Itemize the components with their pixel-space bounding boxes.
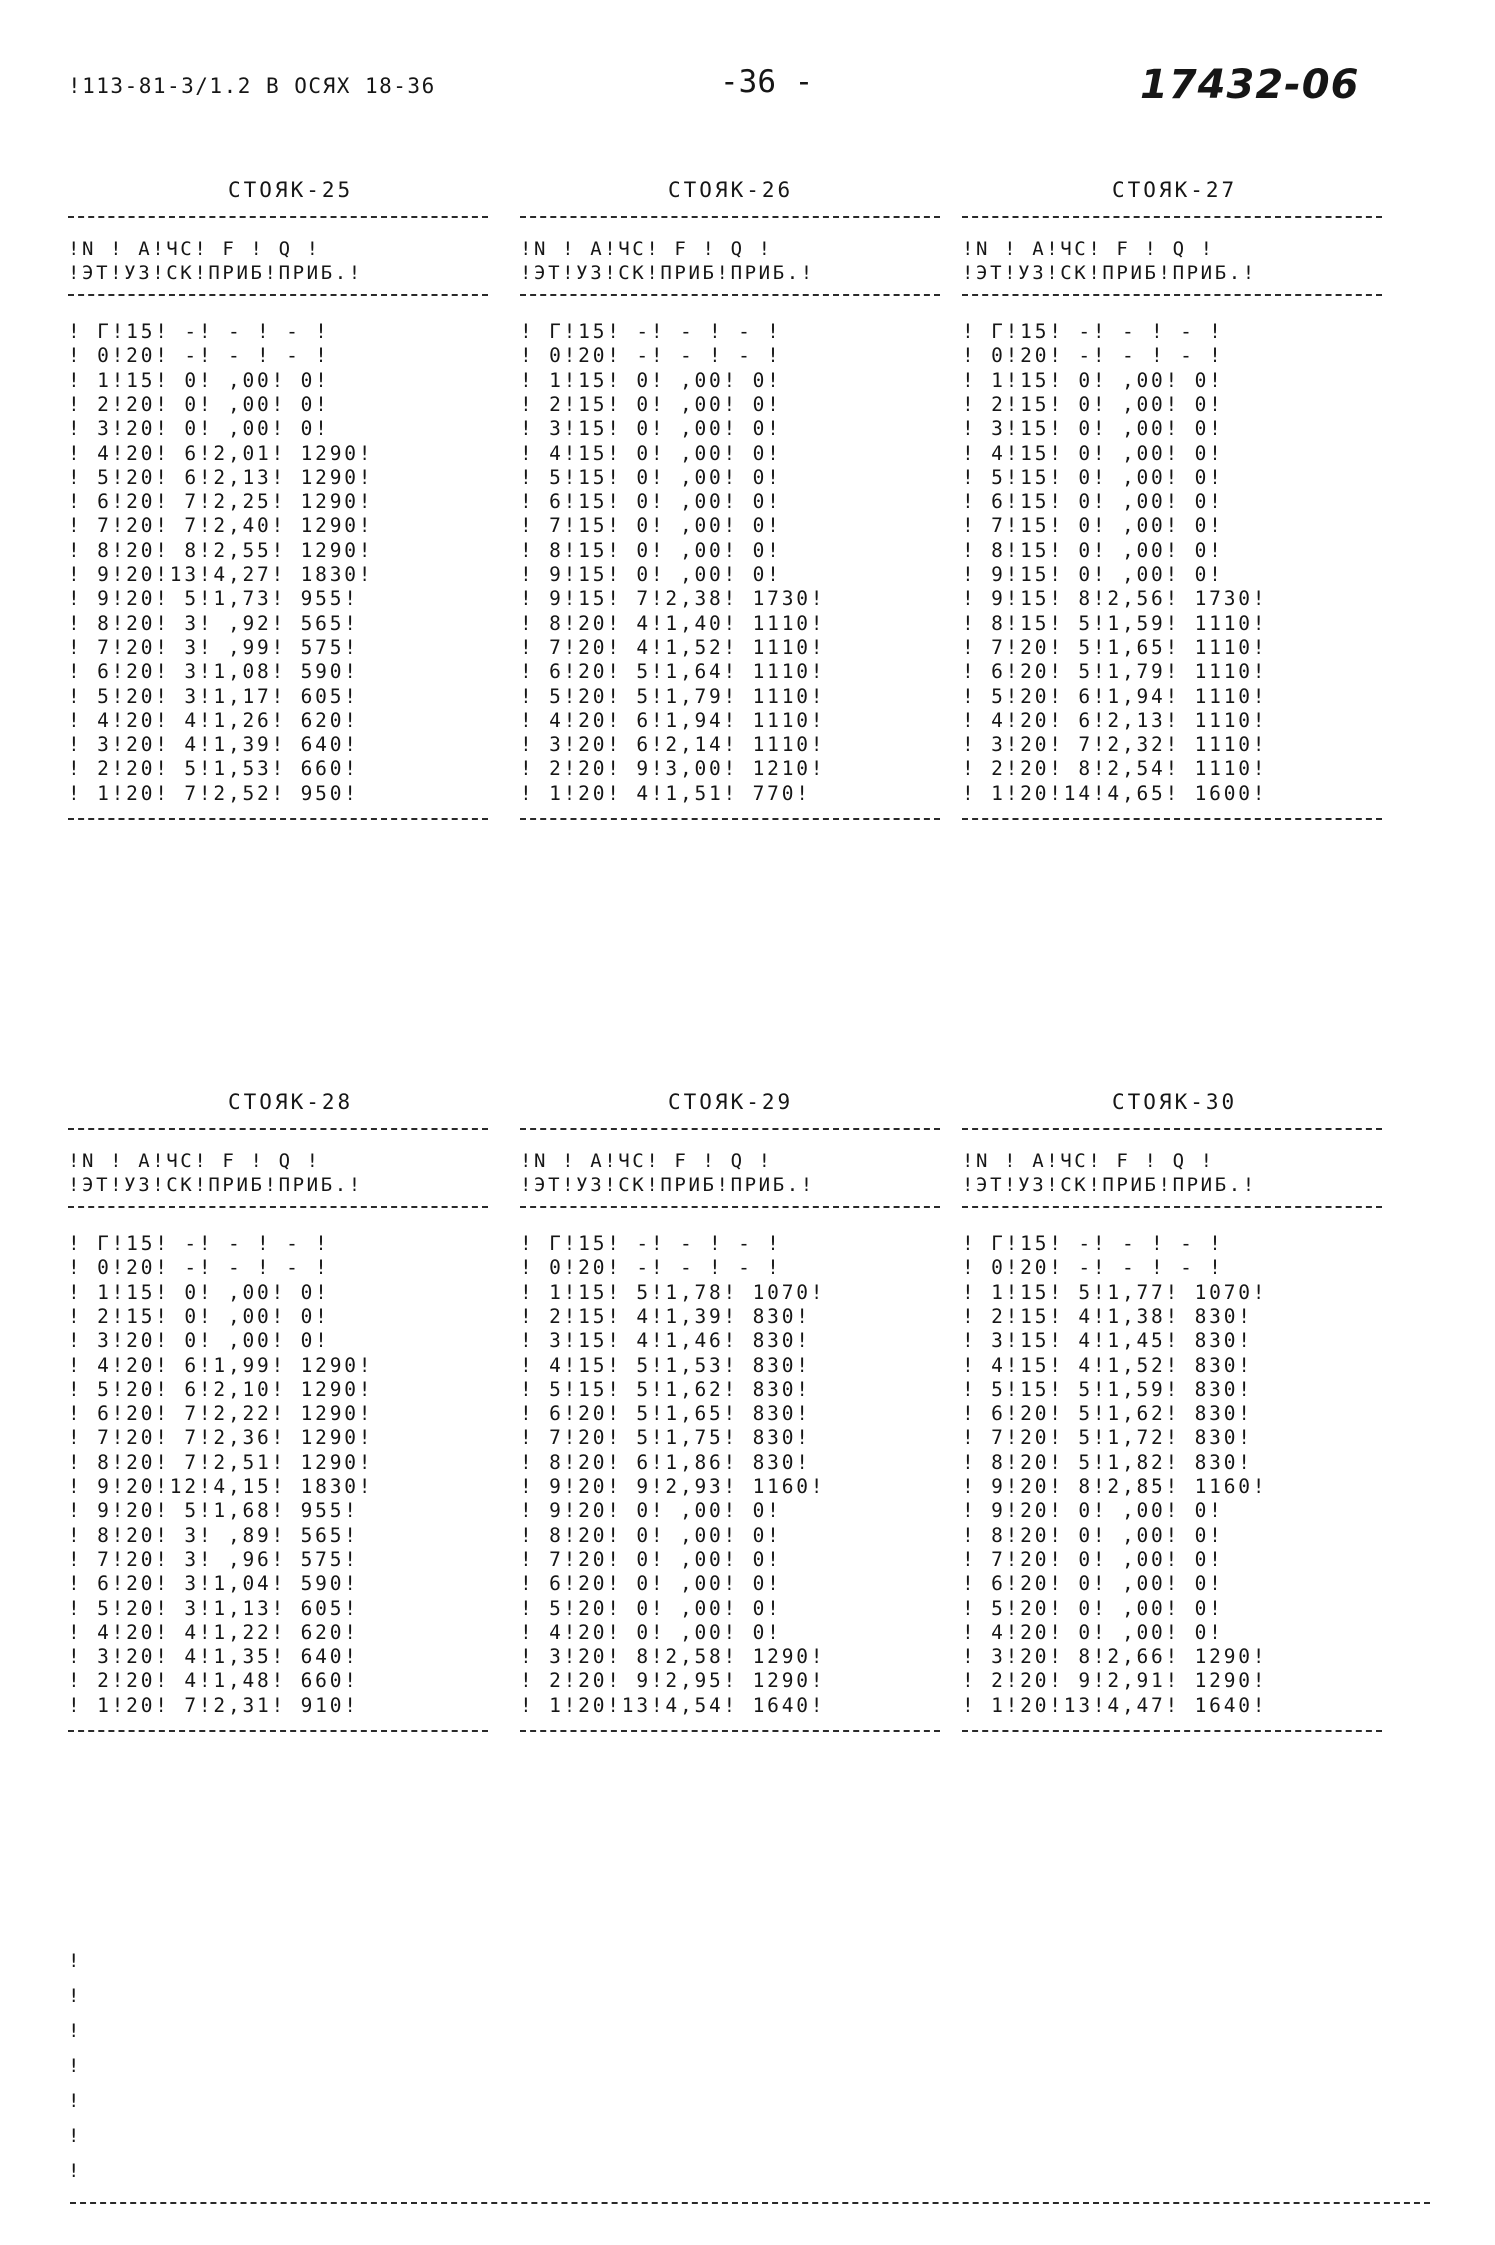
document-number: 17432-06: [1140, 62, 1360, 108]
table-row: ! 8!20! 5!1,82! 830!: [962, 1450, 1253, 1474]
table-row: ! 5!15! 0! ,00! 0!: [520, 465, 782, 489]
header-rule: [962, 294, 1382, 296]
table-row: ! 1!15! 0! ,00! 0!: [68, 368, 330, 392]
header-rule: [68, 294, 488, 296]
table-row: ! 8!15! 0! ,00! 0!: [962, 538, 1224, 562]
table-row: ! Г!15! -! - ! - !: [962, 1232, 1224, 1255]
header-rule: [520, 1206, 940, 1208]
table-row: ! 4!15! 0! ,00! 0!: [962, 441, 1224, 465]
column-header-row: !N ! А!ЧС! F ! Q !: [520, 1150, 773, 1172]
table-row: ! 3!20! 4!1,39! 640!: [68, 733, 359, 757]
table-row: ! 2!20! 9!3,00! 1210!: [520, 757, 826, 781]
table-row: ! 4!20! 6!2,01! 1290!: [68, 441, 374, 465]
table-row: ! Г!15! -! - ! - !: [962, 320, 1224, 343]
table-row: ! 9!15! 0! ,00! 0!: [962, 563, 1224, 586]
table-row: ! 8!20! 8!2,55! 1290!: [68, 538, 374, 562]
riser-title: СТОЯК-25: [228, 178, 354, 202]
riser-title: СТОЯК-27: [1112, 178, 1238, 202]
table-row: ! 4!20! 6!1,99! 1290!: [68, 1353, 374, 1377]
table-row: ! 6!20! 5!1,79! 1110!: [962, 660, 1268, 684]
column-header-row: !N ! А!ЧС! F ! Q !: [962, 1150, 1215, 1172]
page-bottom-rule: [70, 2202, 1430, 2204]
table-row: ! 3!20! 8!2,66! 1290!: [962, 1645, 1268, 1669]
table-row: ! 4!20! 0! ,00! 0!: [962, 1620, 1224, 1644]
margin-mark: !: [68, 1985, 80, 2007]
table-bottom-rule: [520, 818, 940, 820]
table-row: ! 0!20! -! - ! - !: [962, 344, 1224, 368]
riser-title: СТОЯК-26: [668, 178, 794, 202]
riser-title: СТОЯК-30: [1112, 1090, 1238, 1114]
table-row: ! 4!20! 6!1,94! 1110!: [520, 708, 826, 732]
table-row: ! 1!15! 0! ,00! 0!: [520, 368, 782, 392]
table-row: ! 5!15! 0! ,00! 0!: [962, 465, 1224, 489]
table-row: ! 7!20! 0! ,00! 0!: [962, 1547, 1224, 1571]
table-row: ! 5!15! 5!1,59! 830!: [962, 1377, 1253, 1401]
table-row: ! 8!15! 5!1,59! 1110!: [962, 611, 1268, 635]
table-bottom-rule: [962, 818, 1382, 820]
table-row: ! 5!20! 5!1,79! 1110!: [520, 684, 826, 708]
table-top-rule: [68, 216, 488, 218]
table-row: ! 4!15! 4!1,52! 830!: [962, 1353, 1253, 1377]
table-row: ! 7!20! 3! ,96! 575!: [68, 1547, 359, 1571]
table-row: ! 9!20! 9!2,93! 1160!: [520, 1475, 826, 1498]
table-row: ! 9!20! 0! ,00! 0!: [962, 1499, 1224, 1523]
table-row: ! 6!20! 3!1,04! 590!: [68, 1572, 359, 1596]
riser-title: СТОЯК-29: [668, 1090, 794, 1114]
table-row: ! 7!20! 7!2,36! 1290!: [68, 1426, 374, 1450]
table-row: ! 5!15! 5!1,62! 830!: [520, 1377, 811, 1401]
table-row: ! 3!20! 7!2,32! 1110!: [962, 733, 1268, 757]
table-row: ! 0!20! -! - ! - !: [962, 1256, 1224, 1280]
column-header-row: !N ! А!ЧС! F ! Q !: [68, 238, 321, 260]
table-row: ! 6!15! 0! ,00! 0!: [962, 490, 1224, 514]
table-row: ! 0!20! -! - ! - !: [520, 1256, 782, 1280]
table-row: ! 7!20! 5!1,65! 1110!: [962, 635, 1268, 659]
table-row: ! Г!15! -! - ! - !: [68, 320, 330, 343]
table-row: ! 2!20! 4!1,48! 660!: [68, 1669, 359, 1693]
table-row: ! 9!20!13!4,27! 1830!: [68, 563, 374, 586]
table-row: ! 9!15! 7!2,38! 1730!: [520, 587, 826, 611]
table-row: ! 7!20! 5!1,72! 830!: [962, 1426, 1253, 1450]
table-row: ! 3!15! 0! ,00! 0!: [520, 417, 782, 441]
table-row: ! 3!15! 4!1,46! 830!: [520, 1329, 811, 1353]
table-row: ! 8!20! 3! ,92! 565!: [68, 611, 359, 635]
table-row: ! 1!15! 0! ,00! 0!: [962, 368, 1224, 392]
table-row: ! 5!20! 3!1,17! 605!: [68, 684, 359, 708]
column-header-row: !ЭТ!УЗ!СК!ПРИБ!ПРИБ.!: [962, 1174, 1257, 1196]
table-row: ! 6!20! 7!2,22! 1290!: [68, 1402, 374, 1426]
table-row: ! 2!15! 4!1,38! 830!: [962, 1304, 1253, 1328]
table-row: ! 2!15! 0! ,00! 0!: [962, 392, 1224, 416]
table-row: ! 1!20!14!4,65! 1600!: [962, 781, 1268, 805]
table-row: ! 6!20! 7!2,25! 1290!: [68, 490, 374, 514]
table-row: ! 1!20! 7!2,52! 950!: [68, 781, 359, 805]
table-row: ! 0!20! -! - ! - !: [68, 344, 330, 368]
table-row: ! 8!20! 3! ,89! 565!: [68, 1523, 359, 1547]
table-row: ! 4!15! 0! ,00! 0!: [520, 441, 782, 465]
table-row: ! 9!15! 0! ,00! 0!: [520, 563, 782, 586]
table-bottom-rule: [520, 1730, 940, 1732]
table-row: ! 2!20! 0! ,00! 0!: [68, 392, 330, 416]
table-row: ! 1!15! 5!1,77! 1070!: [962, 1280, 1268, 1304]
table-row: ! 5!20! 6!2,13! 1290!: [68, 465, 374, 489]
column-header-row: !N ! А!ЧС! F ! Q !: [962, 238, 1215, 260]
table-row: ! 5!20! 6!2,10! 1290!: [68, 1377, 374, 1401]
table-row: ! 3!20! 0! ,00! 0!: [68, 1329, 330, 1353]
table-row: ! Г!15! -! - ! - !: [68, 1232, 330, 1255]
table-row: ! 7!15! 0! ,00! 0!: [520, 514, 782, 538]
table-row: ! 5!20! 6!1,94! 1110!: [962, 684, 1268, 708]
table-bottom-rule: [68, 1730, 488, 1732]
table-row: ! 3!20! 0! ,00! 0!: [68, 417, 330, 441]
column-header-row: !ЭТ!УЗ!СК!ПРИБ!ПРИБ.!: [520, 262, 815, 284]
table-row: ! 2!20! 9!2,91! 1290!: [962, 1669, 1268, 1693]
margin-mark: !: [68, 1950, 80, 1972]
table-row: ! 3!20! 8!2,58! 1290!: [520, 1645, 826, 1669]
table-row: ! 3!15! 4!1,45! 830!: [962, 1329, 1253, 1353]
table-row: ! 1!20! 4!1,51! 770!: [520, 781, 811, 805]
table-row: ! 9!15! 8!2,56! 1730!: [962, 587, 1268, 611]
table-row: ! 7!20! 4!1,52! 1110!: [520, 635, 826, 659]
table-top-rule: [68, 1128, 488, 1130]
table-row: ! 9!20! 5!1,73! 955!: [68, 587, 359, 611]
table-top-rule: [962, 1128, 1382, 1130]
table-row: ! 4!15! 5!1,53! 830!: [520, 1353, 811, 1377]
table-row: ! 2!15! 0! ,00! 0!: [68, 1304, 330, 1328]
document-code: !113-81-3/1.2 В ОСЯХ 18-36: [68, 74, 436, 98]
column-header-row: !ЭТ!УЗ!СК!ПРИБ!ПРИБ.!: [68, 262, 363, 284]
table-row: ! 9!20!12!4,15! 1830!: [68, 1475, 374, 1498]
table-row: ! 6!20! 0! ,00! 0!: [520, 1572, 782, 1596]
table-top-rule: [962, 216, 1382, 218]
table-row: ! 3!20! 6!2,14! 1110!: [520, 733, 826, 757]
table-row: ! 8!15! 0! ,00! 0!: [520, 538, 782, 562]
table-bottom-rule: [962, 1730, 1382, 1732]
table-row: ! 8!20! 4!1,40! 1110!: [520, 611, 826, 635]
table-row: ! 9!20! 0! ,00! 0!: [520, 1499, 782, 1523]
table-row: ! 8!20! 0! ,00! 0!: [520, 1523, 782, 1547]
table-top-rule: [520, 216, 940, 218]
table-row: ! 1!15! 0! ,00! 0!: [68, 1280, 330, 1304]
margin-mark: !: [68, 2125, 80, 2147]
table-row: ! 6!20! 5!1,65! 830!: [520, 1402, 811, 1426]
column-header-row: !ЭТ!УЗ!СК!ПРИБ!ПРИБ.!: [520, 1174, 815, 1196]
table-row: ! 0!20! -! - ! - !: [520, 344, 782, 368]
table-row: ! 8!20! 0! ,00! 0!: [962, 1523, 1224, 1547]
table-row: ! 5!20! 0! ,00! 0!: [962, 1596, 1224, 1620]
table-top-rule: [520, 1128, 940, 1130]
table-row: ! Г!15! -! - ! - !: [520, 320, 782, 343]
margin-mark: !: [68, 2055, 80, 2077]
table-row: ! 9!20! 5!1,68! 955!: [68, 1499, 359, 1523]
table-row: ! 6!20! 3!1,08! 590!: [68, 660, 359, 684]
table-row: ! 1!20!13!4,47! 1640!: [962, 1693, 1268, 1717]
table-row: ! 6!20! 5!1,62! 830!: [962, 1402, 1253, 1426]
table-row: ! 3!20! 4!1,35! 640!: [68, 1645, 359, 1669]
table-row: ! 1!20! 7!2,31! 910!: [68, 1693, 359, 1717]
page-number: -36 -: [720, 64, 814, 100]
table-row: ! 4!20! 0! ,00! 0!: [520, 1620, 782, 1644]
table-row: ! 2!20! 5!1,53! 660!: [68, 757, 359, 781]
table-row: ! 8!20! 6!1,86! 830!: [520, 1450, 811, 1474]
table-row: ! 4!20! 4!1,26! 620!: [68, 708, 359, 732]
table-row: ! 4!20! 6!2,13! 1110!: [962, 708, 1268, 732]
margin-mark: !: [68, 2160, 80, 2182]
column-header-row: !N ! А!ЧС! F ! Q !: [68, 1150, 321, 1172]
table-row: ! 7!20! 7!2,40! 1290!: [68, 514, 374, 538]
margin-mark: !: [68, 2090, 80, 2112]
table-row: ! 6!20! 0! ,00! 0!: [962, 1572, 1224, 1596]
header-rule: [520, 294, 940, 296]
table-bottom-rule: [68, 818, 488, 820]
table-row: ! 7!20! 3! ,99! 575!: [68, 635, 359, 659]
table-row: ! 2!15! 4!1,39! 830!: [520, 1304, 811, 1328]
column-header-row: !ЭТ!УЗ!СК!ПРИБ!ПРИБ.!: [68, 1174, 363, 1196]
column-header-row: !ЭТ!УЗ!СК!ПРИБ!ПРИБ.!: [962, 262, 1257, 284]
riser-title: СТОЯК-28: [228, 1090, 354, 1114]
table-row: ! 5!20! 0! ,00! 0!: [520, 1596, 782, 1620]
table-row: ! 7!20! 5!1,75! 830!: [520, 1426, 811, 1450]
table-row: ! Г!15! -! - ! - !: [520, 1232, 782, 1255]
table-row: ! 5!20! 3!1,13! 605!: [68, 1596, 359, 1620]
table-row: ! 7!15! 0! ,00! 0!: [962, 514, 1224, 538]
header-rule: [962, 1206, 1382, 1208]
table-row: ! 6!20! 5!1,64! 1110!: [520, 660, 826, 684]
column-header-row: !N ! А!ЧС! F ! Q !: [520, 238, 773, 260]
table-row: ! 0!20! -! - ! - !: [68, 1256, 330, 1280]
table-row: ! 1!15! 5!1,78! 1070!: [520, 1280, 826, 1304]
header-rule: [68, 1206, 488, 1208]
table-row: ! 3!15! 0! ,00! 0!: [962, 417, 1224, 441]
table-row: ! 1!20!13!4,54! 1640!: [520, 1693, 826, 1717]
margin-mark: !: [68, 2020, 80, 2042]
table-row: ! 7!20! 0! ,00! 0!: [520, 1547, 782, 1571]
table-row: ! 2!20! 8!2,54! 1110!: [962, 757, 1268, 781]
table-row: ! 8!20! 7!2,51! 1290!: [68, 1450, 374, 1474]
table-row: ! 2!15! 0! ,00! 0!: [520, 392, 782, 416]
table-row: ! 4!20! 4!1,22! 620!: [68, 1620, 359, 1644]
table-row: ! 9!20! 8!2,85! 1160!: [962, 1475, 1268, 1498]
table-row: ! 2!20! 9!2,95! 1290!: [520, 1669, 826, 1693]
table-row: ! 6!15! 0! ,00! 0!: [520, 490, 782, 514]
